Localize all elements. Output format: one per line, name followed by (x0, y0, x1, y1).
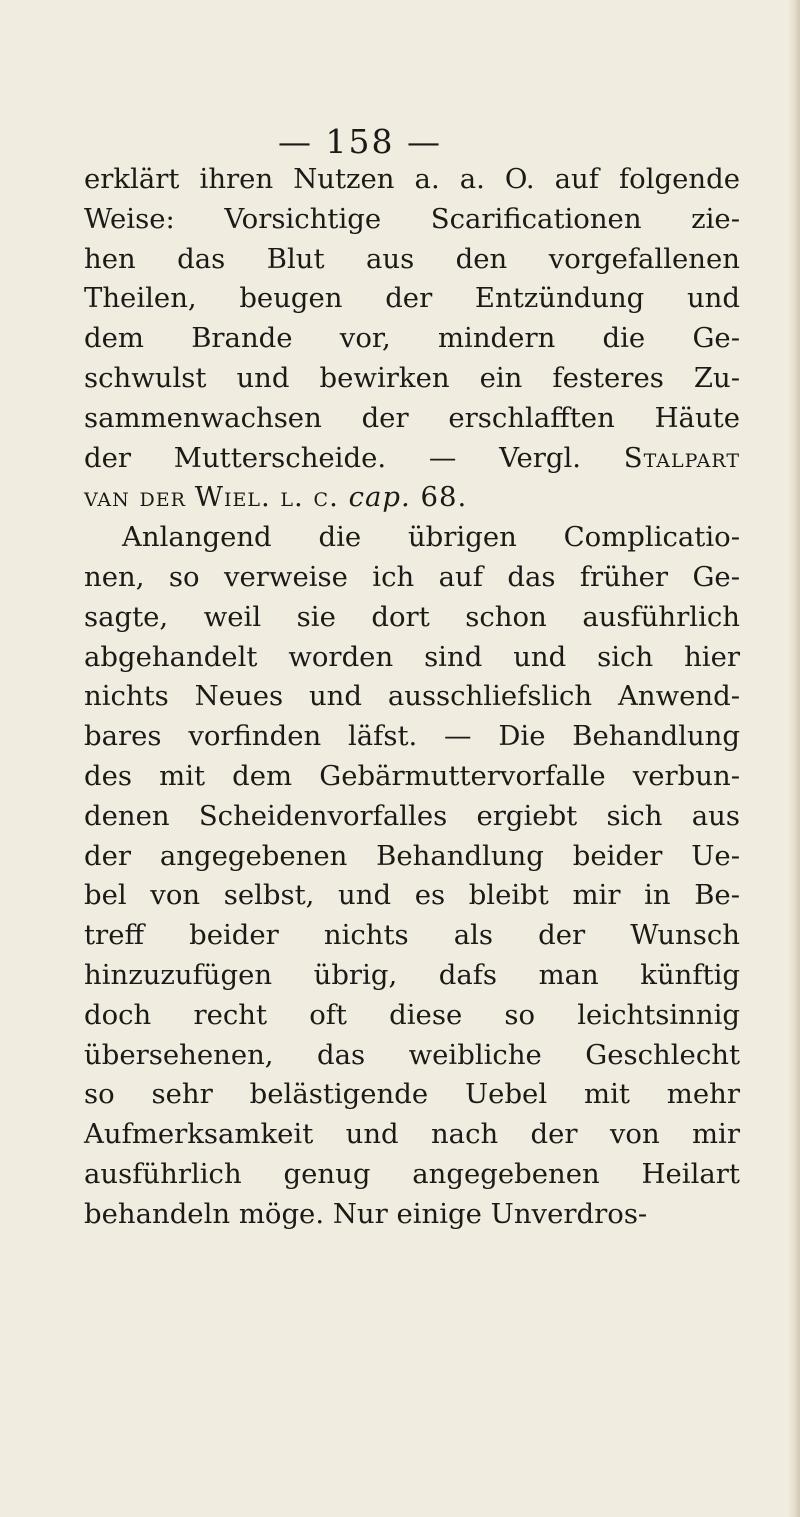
text-line: bel von selbst, und es bleibt mir in Be- (84, 879, 740, 912)
text-line: treff beider nichts als der Wunsch (84, 919, 740, 952)
text-line-citation-cont (84, 478, 740, 518)
text-line: behandeln möge. Nur einige Unverdros- (84, 1197, 648, 1230)
text-line: Weise: Vorsichtige Scarificationen zie- (84, 202, 740, 235)
citation-author-prefix: van der (84, 481, 186, 514)
paragraph-start: Anlangend die übrigen Complicatio- (122, 521, 740, 554)
citation-rest: Wiel. l. c. cap. 68. (194, 481, 468, 514)
text-line: denen Scheidenvorfalles ergiebt sich aus (84, 799, 740, 832)
citation-lead: der Mutterscheide. — Vergl. (84, 441, 582, 474)
text-line: so sehr belästigende Uebel mit mehr (84, 1078, 740, 1111)
text-line: schwulst und bewirken ein festeres Zu- (84, 361, 740, 394)
text-line-citation (84, 439, 740, 479)
text-line: dem Brande vor, mindern die Ge- (84, 322, 740, 355)
text-line: erklärt ihren Nutzen a. a. O. auf folgende (84, 163, 740, 195)
text-line: nen, so verweise ich auf das früher Ge- (84, 560, 740, 593)
text-line: übersehenen, das weibliche Geschlecht (84, 1038, 740, 1071)
citation-cap-italic: cap. (348, 481, 411, 514)
text-line: sammenwachsen der erschlafften Häute (84, 401, 740, 434)
text-line: doch recht oft diese so leichtsinnig (84, 998, 740, 1031)
text-line: der angegebenen Behandlung beider Ue- (84, 839, 740, 872)
text-line: ausführlich genug angegebenen Heilart (84, 1157, 740, 1190)
text-line: bares vorfinden läfst. — Die Behandlung (84, 720, 740, 753)
page-edge-shadow (788, 0, 800, 1517)
text-line: nichts Neues und ausschliefslich Anwend- (84, 680, 740, 713)
body-text (84, 160, 740, 1235)
text-line: hen das Blut aus den vorgefallenen (84, 242, 740, 275)
citation-author: Stalpart (623, 441, 740, 474)
text-line: abgehandelt worden sind und sich hier (84, 640, 740, 673)
text-line: Theilen, beugen der Entzündung und (84, 282, 740, 315)
text-line: sagte, weil sie dort schon ausführlich (84, 600, 740, 633)
text-line: hinzuzufügen übrig, dafs man künftig (84, 958, 740, 991)
text-line: des mit dem Gebärmuttervorfalle verbun- (84, 759, 740, 792)
page-number: — 158 — (278, 122, 442, 161)
text-line: Aufmerksamkeit und nach der von mir (84, 1118, 740, 1151)
